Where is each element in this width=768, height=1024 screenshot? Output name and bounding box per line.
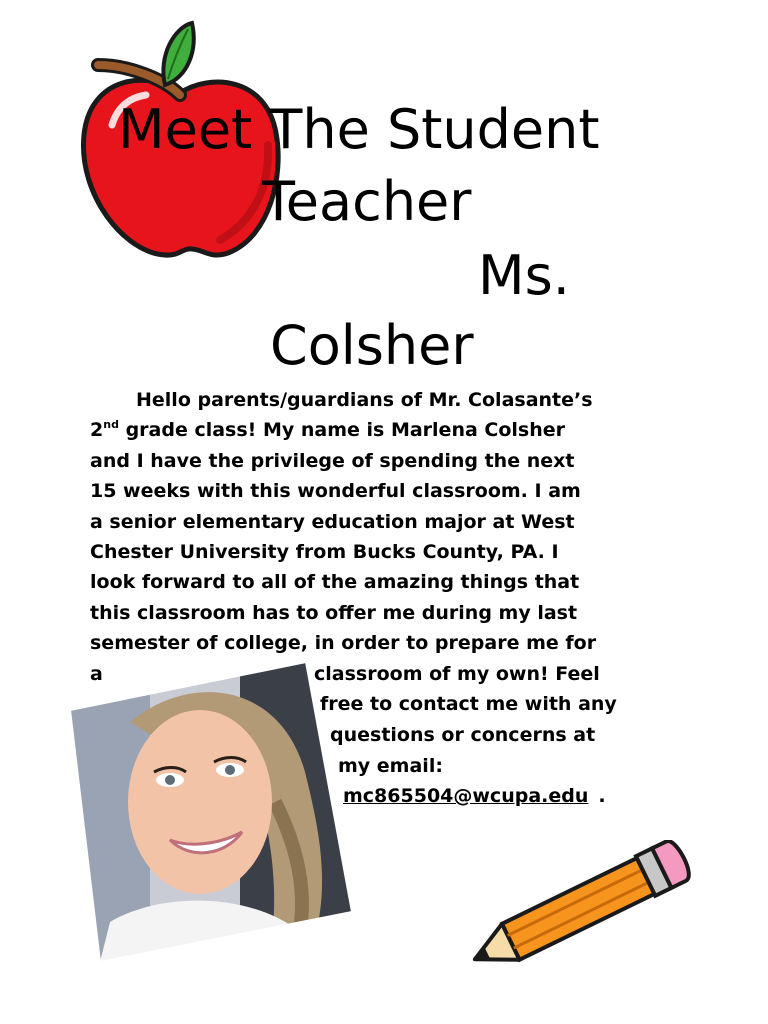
ordinal-number: 2 <box>90 419 104 441</box>
body-line-5: a senior elementary education major at West <box>90 511 575 533</box>
email-line <box>343 782 606 810</box>
pencil-icon <box>455 840 705 975</box>
email-period: . <box>598 785 606 807</box>
body-line-11: free to contact me with any <box>320 693 617 715</box>
title-line-4: Colsher <box>270 314 474 377</box>
body-line-13: my email: <box>338 755 443 777</box>
body-line-10b: classroom of my own! Feel <box>314 663 600 685</box>
email-link[interactable]: mc865504@wcupa.edu <box>343 785 589 807</box>
title-line-2: Teacher <box>262 170 472 233</box>
body-line-12: questions or concerns at <box>330 724 596 746</box>
body-line-8: this classroom has to offer me during my last <box>90 602 578 624</box>
teacher-photo <box>70 662 352 962</box>
body-line-6: Chester University from Bucks County, PA. I <box>90 541 559 563</box>
body-line-10a: a <box>90 663 103 685</box>
body-line-9: semester of college, in order to prepare me for <box>90 632 597 654</box>
body-line-3: and I have the privilege of spending the next <box>90 450 575 472</box>
body-line-1: Hello parents/guardians of Mr. Colasante’s <box>136 389 593 411</box>
body-line-4: 15 weeks with this wonderful classroom. I am <box>90 480 581 502</box>
body-line-2-text: grade class! My name is Marlena Colsher <box>118 419 566 441</box>
body-line-7: look forward to all of the amazing things that <box>90 571 580 593</box>
body-line-2 <box>90 416 565 444</box>
ordinal-suffix: nd <box>103 418 119 431</box>
title-line-1: Meet The Student <box>118 98 600 161</box>
title-line-3: Ms. <box>478 244 570 307</box>
